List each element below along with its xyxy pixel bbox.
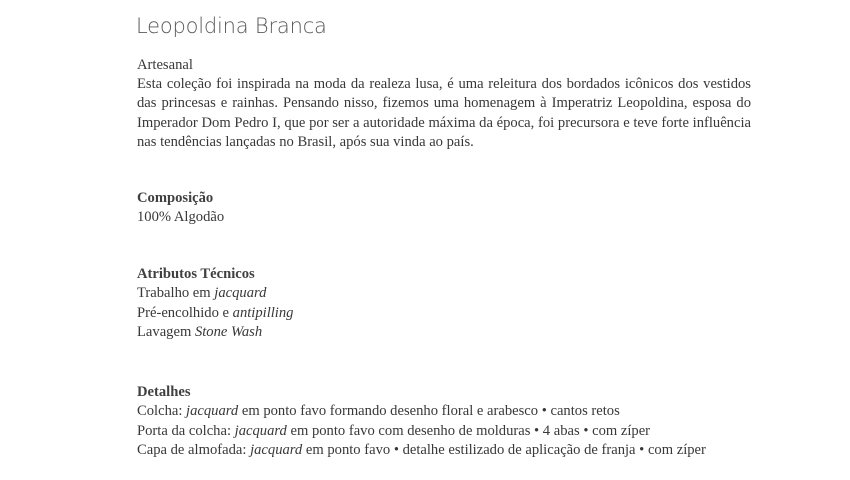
technical-attribute-text: Pré-encolhido e (137, 304, 233, 321)
detail-item (137, 422, 751, 441)
detail-label: Colcha: (137, 403, 187, 420)
product-title: Leopoldina Branca (136, 14, 327, 38)
detail-text: em ponto favo formando desenho floral e arabesco • cantos retos (238, 403, 620, 420)
composition-heading: Composição (137, 190, 214, 206)
technical-attribute-item (137, 323, 751, 342)
technical-attribute-text: Trabalho em (137, 285, 215, 302)
technical-attribute-item (137, 304, 751, 323)
product-description-text: Esta coleção foi inspirada na moda da realeza lusa, é uma releitura dos bordados icônicos dos vestidos das princesas e rainhas. Pensando nisso, fizemos uma homenagem à Imperatriz Leopoldina, esposa do Imperador Dom Pedro I, que por ser a autoridade máxima da época, foi precursora e teve forte influência nas tendências lançadas no Brasil, após sua vinda ao país. (137, 76, 751, 151)
composition-value: 100% Algodão (137, 209, 225, 226)
detail-emphasis: jacquard (250, 442, 303, 459)
detail-label: Capa de almofada: (137, 442, 251, 459)
product-subtitle: Artesanal (137, 57, 193, 73)
technical-attribute-emphasis: jacquard (214, 285, 267, 302)
detail-text: em ponto favo • detalhe estilizado de aplicação de franja • com zíper (302, 442, 706, 459)
technical-attribute-item (137, 284, 751, 303)
composition-section (137, 189, 751, 228)
detail-emphasis: jacquard (186, 403, 239, 420)
technical-attribute-emphasis: antipilling (232, 304, 294, 321)
detail-label: Porta da colcha: (137, 422, 235, 439)
technical-attributes-section (137, 265, 751, 343)
technical-attribute-text: Lavagem (137, 324, 195, 341)
detail-item (137, 402, 751, 421)
detail-item (137, 441, 751, 460)
detail-emphasis: jacquard (234, 422, 287, 439)
detail-text: em ponto favo com desenho de molduras • 4 abas • com zíper (286, 422, 651, 439)
details-heading: Detalhes (137, 384, 191, 400)
technical-attributes-heading: Atributos Técnicos (137, 266, 255, 282)
details-section (137, 383, 751, 461)
technical-attribute-emphasis: Stone Wash (194, 324, 263, 341)
